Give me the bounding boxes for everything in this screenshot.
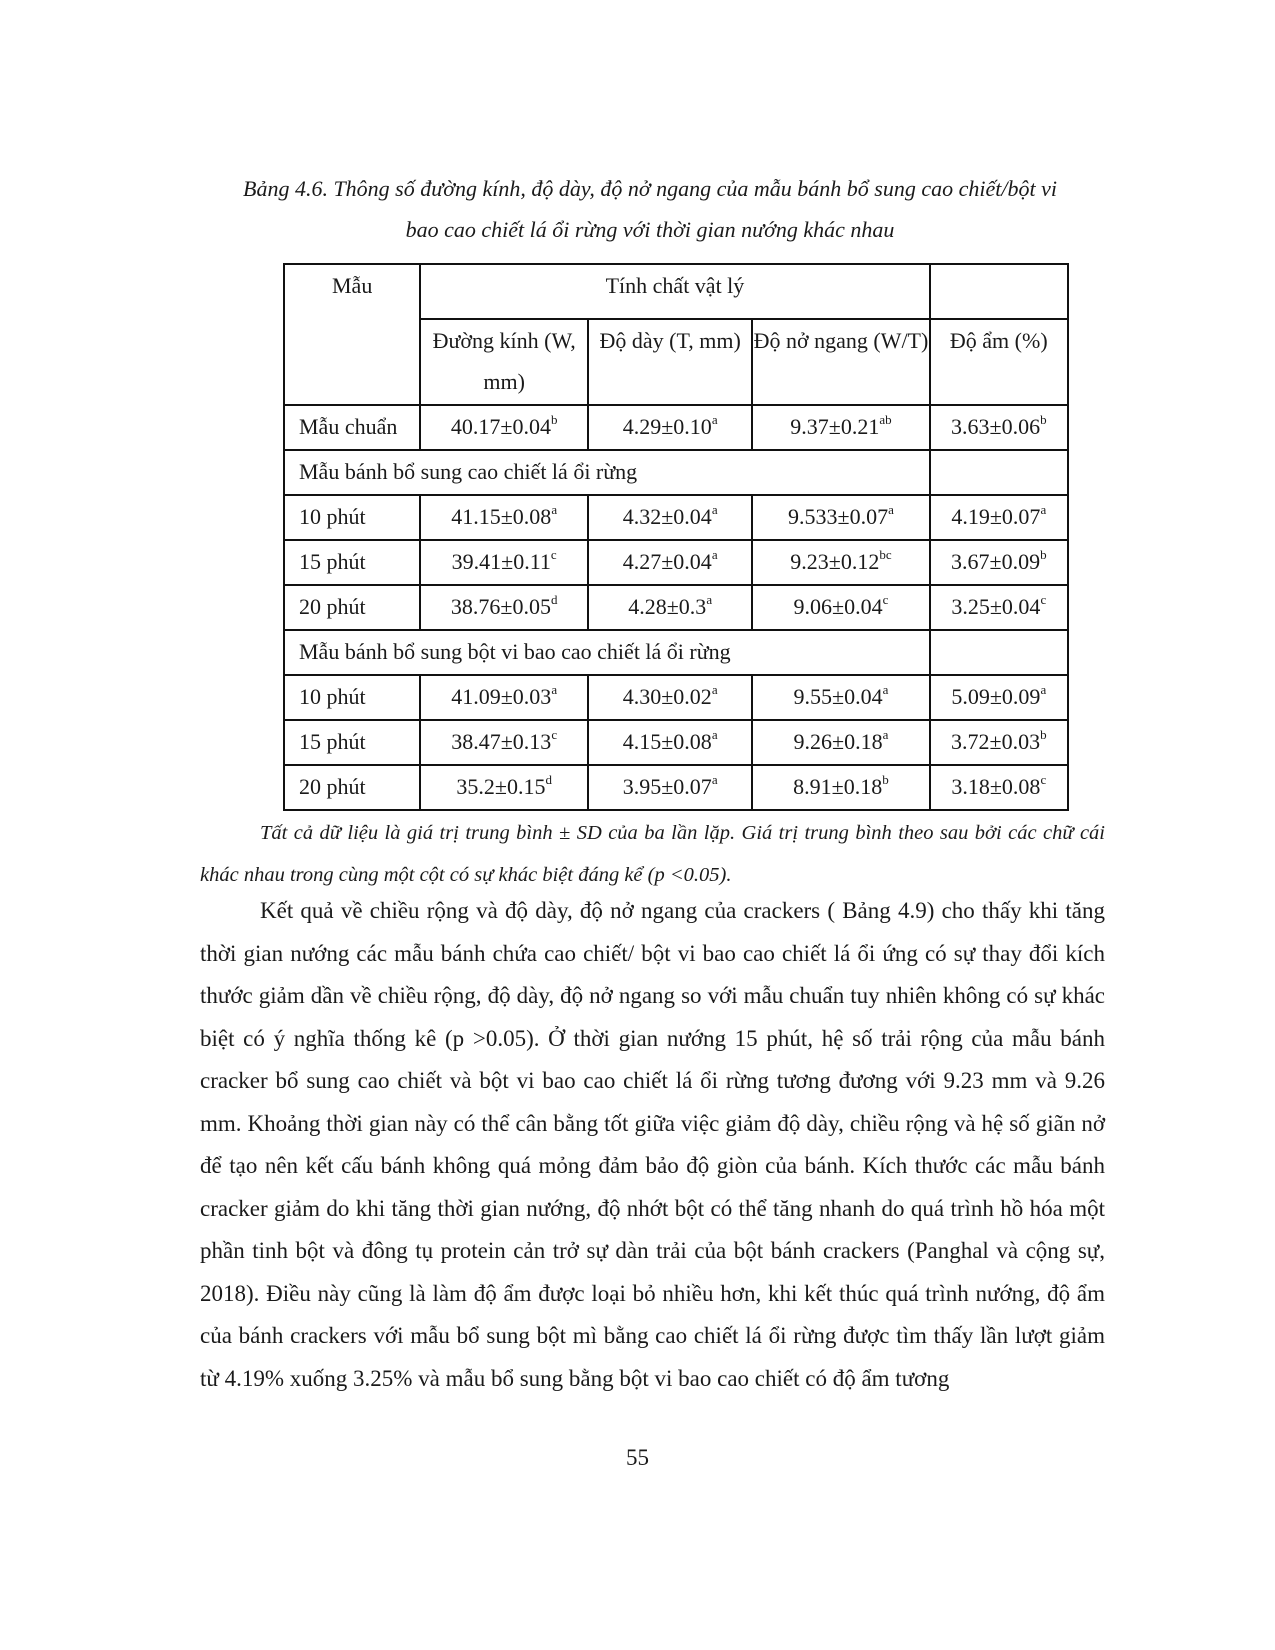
cell-spread: 8.91±0.18$^b$ [752, 765, 929, 810]
cell-thickness: 4.28±0.3$^a$ [588, 585, 752, 630]
header-diameter: Đường kính (W, mm) [420, 319, 588, 405]
cell-diameter: 41.15±0.08$^a$ [420, 495, 588, 540]
table-row [284, 540, 1068, 585]
table-footnote: Tất cả dữ liệu là giá trị trung bình ± SD của ba lần lặp. Giá trị trung bình theo sau bởi các chữ cái khác nhau trong cùng một cột có sự khác biệt đáng kể (p <0.05). [200, 822, 1105, 886]
cell-diameter: 40.17±0.04$^b$ [420, 405, 588, 450]
cell-diameter: 41.09±0.03$^a$ [420, 675, 588, 720]
table-row [284, 675, 1068, 720]
cell-diameter: 38.76±0.05$^d$ [420, 585, 588, 630]
cell-moisture: 4.19±0.07$^a$ [930, 495, 1068, 540]
row-label: 10 phút [284, 675, 420, 720]
table-row [284, 495, 1068, 540]
cell-moisture: 3.72±0.03$^b$ [930, 720, 1068, 765]
cell-diameter: 39.41±0.11$^c$ [420, 540, 588, 585]
table-header-row [284, 264, 1068, 319]
cell-spread: 9.533±0.07$^a$ [752, 495, 929, 540]
cell-thickness: 3.95±0.07$^a$ [588, 765, 752, 810]
caption-line-2: bao cao chiết lá ổi rừng với thời gian nướng khác nhau [405, 217, 895, 242]
header-spread: Độ nở ngang (W/T) [752, 319, 929, 405]
group-title-row [284, 630, 1068, 675]
cell-diameter: 35.2±0.15$^d$ [420, 765, 588, 810]
group-title-extract: Mẫu bánh bổ sung cao chiết lá ổi rừng [284, 450, 930, 495]
header-moisture: Độ ẩm (%) [930, 319, 1068, 405]
cell-spread: 9.26±0.18$^a$ [752, 720, 929, 765]
table-caption [200, 168, 1100, 250]
cell-spread: 9.23±0.12$^{bc}$ [752, 540, 929, 585]
header-physical: Tính chất vật lý [420, 264, 929, 319]
table-row-control [284, 405, 1068, 450]
group-empty-cell [930, 450, 1068, 495]
cell-moisture: 3.63±0.06$^b$ [930, 405, 1068, 450]
cell-moisture: 3.18±0.08$^c$ [930, 765, 1068, 810]
cell-thickness: 4.29±0.10$^a$ [588, 405, 752, 450]
cell-thickness: 4.30±0.02$^a$ [588, 675, 752, 720]
row-label: Mẫu chuẩn [284, 405, 420, 450]
cell-moisture: 5.09±0.09$^a$ [930, 675, 1068, 720]
header-thickness: Độ dày (T, mm) [588, 319, 752, 405]
cell-spread: 9.37±0.21$^{ab}$ [752, 405, 929, 450]
cell-thickness: 4.15±0.08$^a$ [588, 720, 752, 765]
row-label: 10 phút [284, 495, 420, 540]
group-title-microencapsulated: Mẫu bánh bổ sung bột vi bao cao chiết lá ổi rừng [284, 630, 930, 675]
row-label: 15 phút [284, 720, 420, 765]
cell-spread: 9.06±0.04$^c$ [752, 585, 929, 630]
row-label: 15 phút [284, 540, 420, 585]
group-title-row [284, 450, 1068, 495]
table-row [284, 765, 1068, 810]
header-empty-cell [930, 264, 1068, 319]
cell-diameter: 38.47±0.13$^c$ [420, 720, 588, 765]
table-row [284, 720, 1068, 765]
header-sample: Mẫu [284, 264, 420, 405]
page-number: 55 [626, 1445, 649, 1470]
physical-properties-table [283, 263, 1069, 811]
table-row [284, 585, 1068, 630]
group-empty-cell [930, 630, 1068, 675]
row-label: 20 phút [284, 765, 420, 810]
cell-moisture: 3.67±0.09$^b$ [930, 540, 1068, 585]
cell-thickness: 4.27±0.04$^a$ [588, 540, 752, 585]
cell-spread: 9.55±0.04$^a$ [752, 675, 929, 720]
cell-moisture: 3.25±0.04$^c$ [930, 585, 1068, 630]
body-paragraph: Kết quả về chiều rộng và độ dày, độ nở ngang của crackers ( Bảng 4.9) cho thấy khi tăng thời gian nướng các mẫu bánh chứa cao chiết/ bột vi bao cao chiết lá ổi ứng có sự thay đổi kích thước giảm dần về chiều rộng, độ dày, độ nở ngang so với mẫu chuẩn tuy nhiên không có sự khác biệt có ý nghĩa thống kê (p >0.05). Ở thời gian nướng 15 phút, hệ số trải rộng của mẫu bánh cracker bổ sung cao chiết và bột vi bao cao chiết lá ổi rừng tương đương với 9.23 mm và 9.26 mm. Khoảng thời gian này có thể cân bằng tốt giữa việc giảm độ dày, chiều rộng và hệ số giãn nở để tạo nên kết cấu bánh không quá mỏng đảm bảo độ giòn của bánh. Kích thước các mẫu bánh cracker giảm do khi tăng thời gian nướng, độ nhớt bột có thể tăng nhanh do quá trình hồ hóa một phần tinh bột và đông tụ protein cản trở sự dàn trải của bột bánh crackers (Panghal và cộng sự, 2018). Điều này cũng là làm độ ẩm được loại bỏ nhiều hơn, khi kết thúc quá trình nướng, độ ẩm của bánh crackers với mẫu bổ sung bột mì bằng cao chiết lá ổi rừng được tìm thấy lần lượt giảm từ 4.19% xuống 3.25% và mẫu bổ sung bằng bột vi bao cao chiết có độ ẩm tương [200, 898, 1105, 1391]
row-label: 20 phút [284, 585, 420, 630]
caption-line-1: Bảng 4.6. Thông số đường kính, độ dày, độ nở ngang của mẫu bánh bổ sung cao chiết/bột vi [243, 176, 1057, 201]
cell-thickness: 4.32±0.04$^a$ [588, 495, 752, 540]
